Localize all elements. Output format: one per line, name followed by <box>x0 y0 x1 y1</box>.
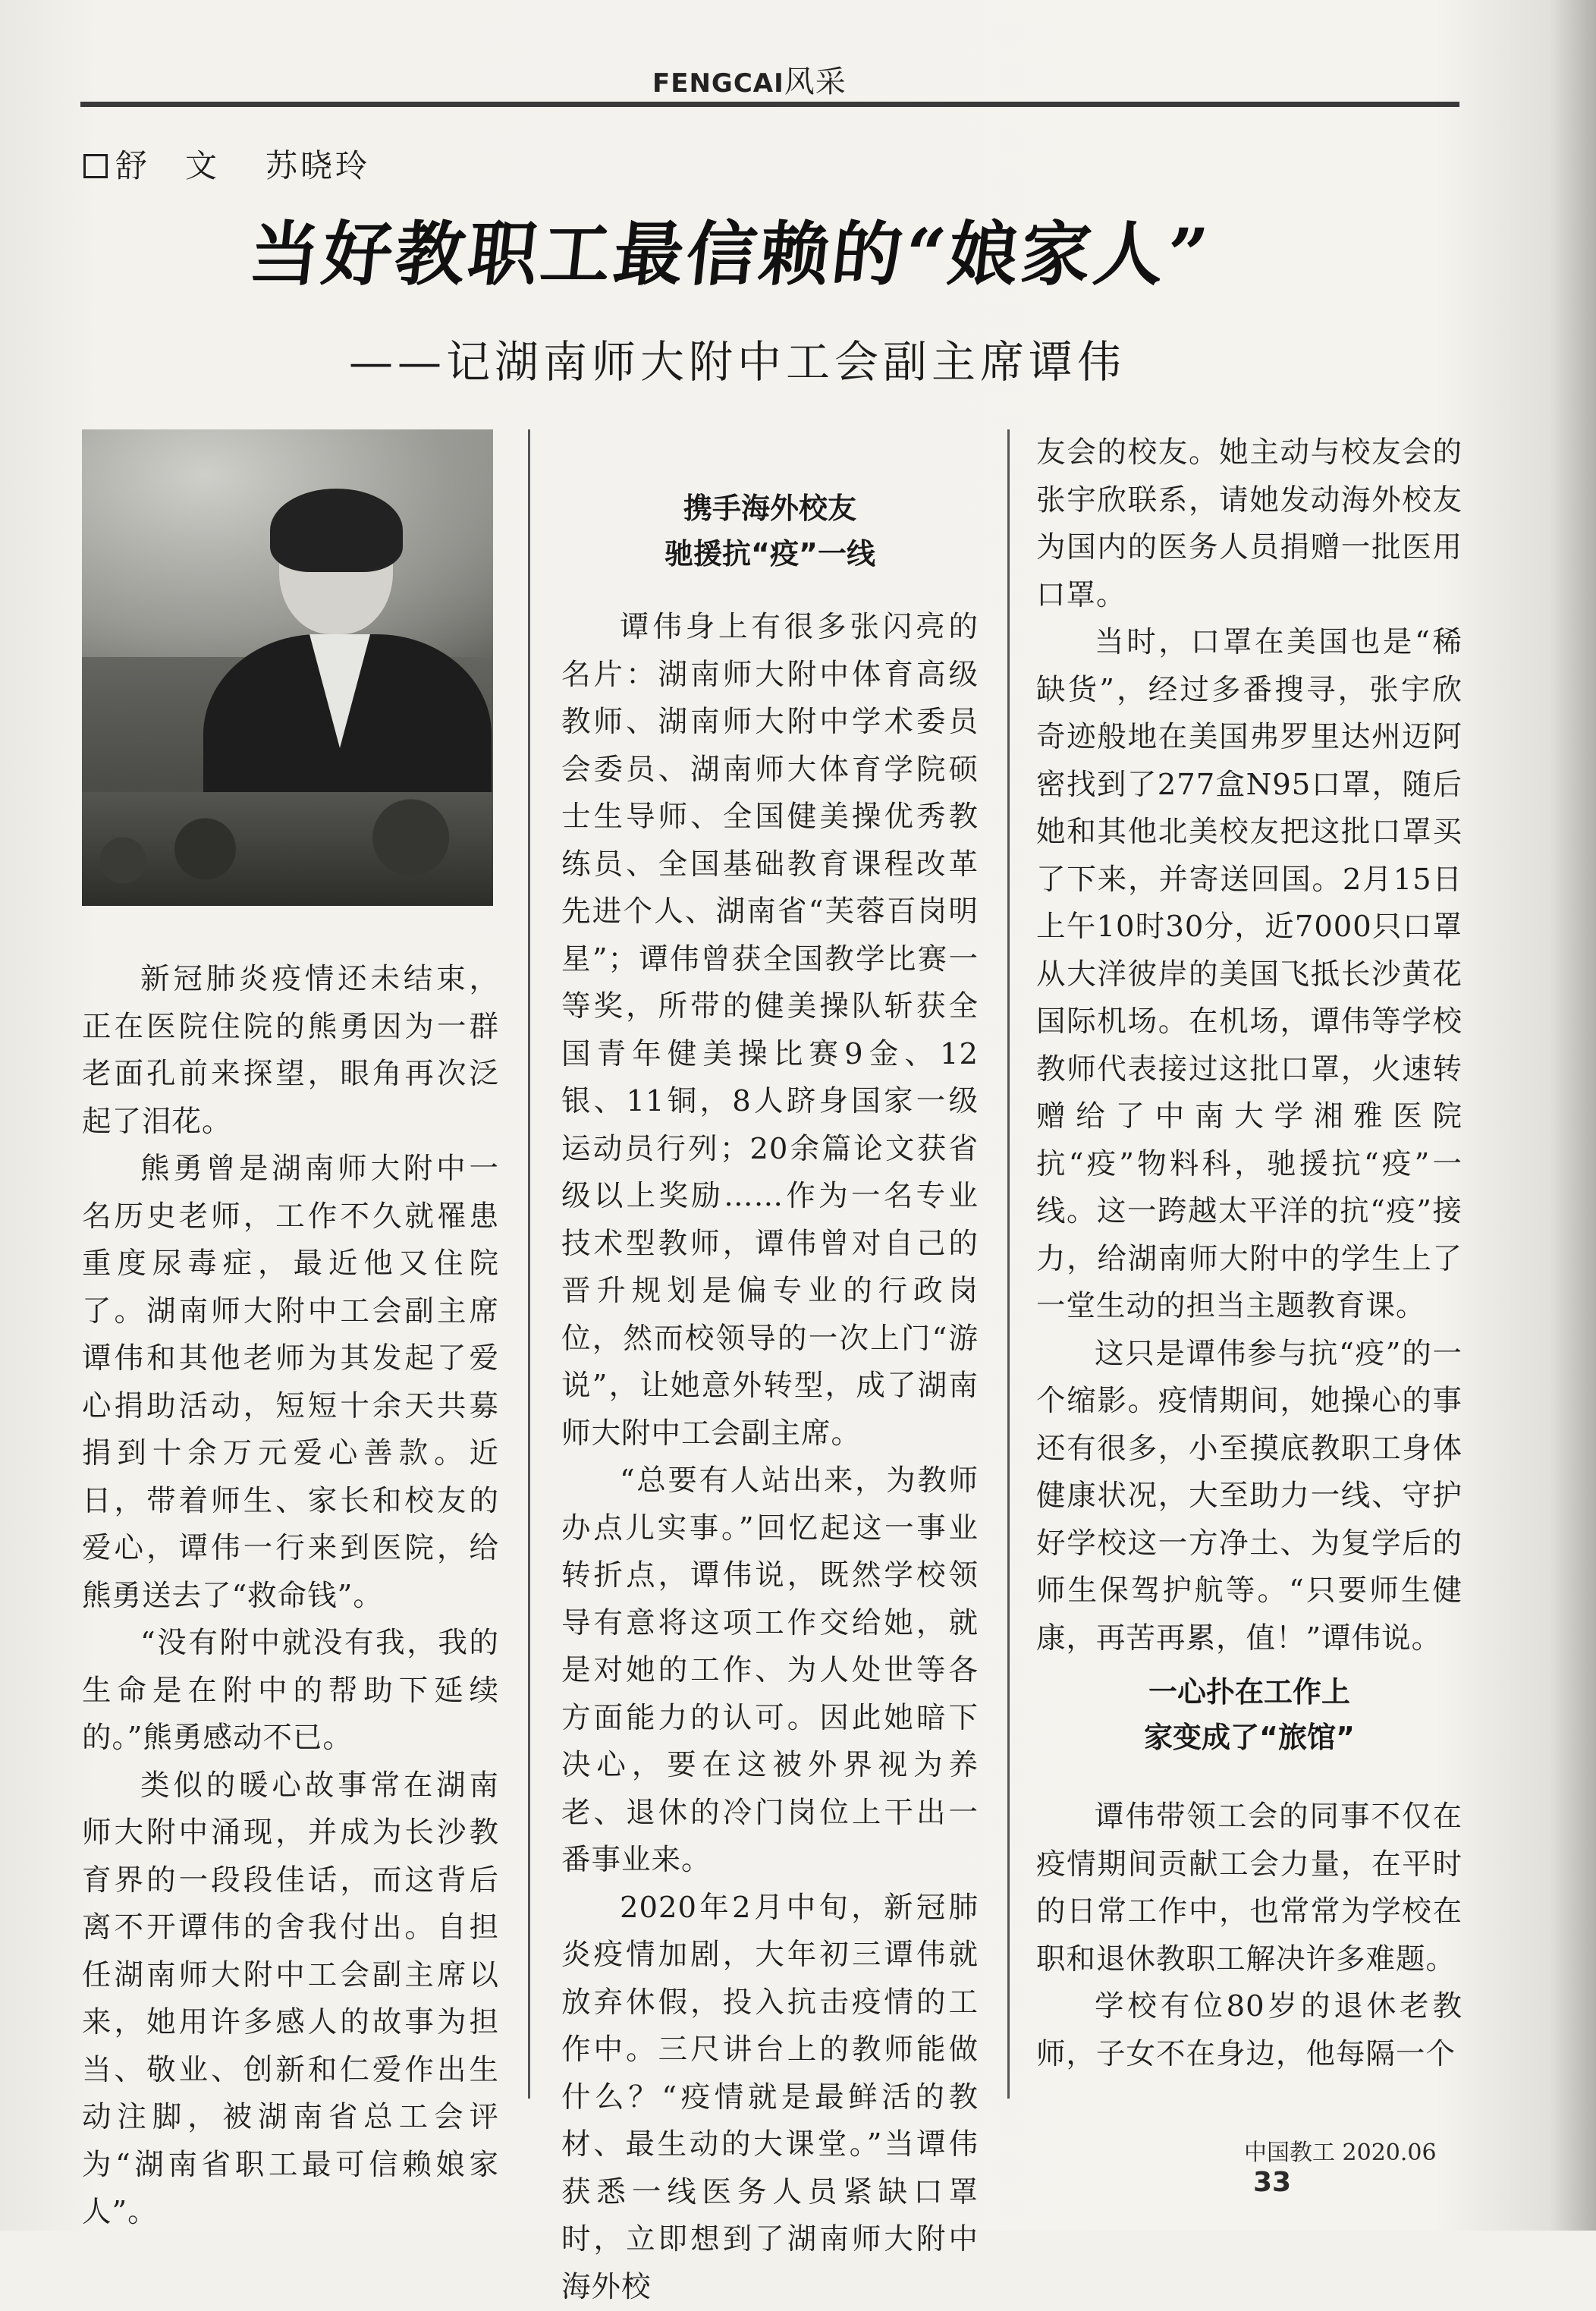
author-line <box>83 141 370 187</box>
page-footer <box>1244 2133 1472 2198</box>
issue-number: 2020.06 <box>1343 2140 1437 2166</box>
section-label-en: FENGCAI <box>652 68 784 99</box>
paragraph: 2020年2月中旬，新冠肺炎疫情加剧，大年初三谭伟就放弃休假，投入抗击疫情的工作中。三尺讲台上的教师能做什么？“疫情就是最鲜活的教材、最生动的大课堂。”当谭伟获悉一线医务人员紧缺口罩时，立即想到了湖南师大附中海外校 <box>561 1885 979 2311</box>
paragraph: 谭伟身上有很多张闪亮的名片：湖南师大附中体育高级教师、湖南师大附中学术委员会委员、湖南师大体育学院硕士生导师、全国健美操优秀教练员、全国基础教育课程改革先进个人、湖南省“芙蓉百岗明星”；谭伟曾获全国教学比赛一等奖，所带的健美操队斩获全国青年健美操比赛9金、12银、11铜，8人跻身国家一级运动员行列；20余篇论文获省级以上奖励……作为一名专业技术型教师，谭伟曾对自己的晋升规划是偏专业的行政岗位，然而校领导的一次上门“游说”，让她意外转型，成了湖南师大附中工会副主席。 <box>561 604 979 1457</box>
column-divider <box>528 429 530 2099</box>
author-box-icon <box>83 154 108 178</box>
subheading-2 <box>1036 1669 1462 1760</box>
section-label-cn: 风采 <box>784 64 847 99</box>
portrait-photo <box>82 429 493 906</box>
paragraph: 谭伟带领工会的同事不仅在疫情期间贡献工会力量，在平时的日常工作中，也常常为学校在职和退休教职工解决许多难题。 <box>1036 1794 1462 1983</box>
paragraph: 友会的校友。她主动与校友会的张宇欣联系，请她发动海外校友为国内的医务人员捐赠一批医用口罩。 <box>1036 429 1462 619</box>
column-1 <box>82 956 499 2237</box>
author-2: 苏晓玲 <box>265 147 370 184</box>
column-2 <box>561 604 979 2311</box>
article-title: 当好教职工最信赖的“娘家人” <box>245 199 1333 299</box>
author-1: 舒 文 <box>115 147 220 184</box>
subheading-line: 一心扑在工作上 <box>1036 1669 1462 1715</box>
subheading-line: 家变成了“旅馆” <box>1036 1715 1462 1760</box>
magazine-name: 中国教工 <box>1244 2140 1335 2166</box>
paragraph: “总要有人站出来，为教师办点儿实事。”回忆起这一事业转折点，谭伟说，既然学校领导有意将这项工作交给她，就是对她的工作、为人处世等各方面能力的认可。因此她暗下决心，要在这被外界视为养老、退休的冷门岗位上干出一番事业来。 <box>561 1457 979 1885</box>
subheading-line: 驰援抗“疫”一线 <box>561 531 979 577</box>
column-3 <box>1036 429 1462 1662</box>
paragraph: 新冠肺炎疫情还未结束，正在医院住院的熊勇因为一群老面孔前来探望，眼角再次泛起了泪花。 <box>82 956 499 1146</box>
page-edge-shadow <box>1550 0 1596 2231</box>
paragraph: 类似的暖心故事常在湖南师大附中涌现，并成为长沙教育界的一段段佳话，而这背后离不开谭伟的舍我付出。自担任湖南师大附中工会副主席以来，她用许多感人的故事为担当、敬业、创新和仁爱作出生动注脚，被湖南省总工会评为“湖南省职工最可信赖娘家人”。 <box>82 1762 499 2237</box>
page-number: 33 <box>1253 2167 1291 2198</box>
article-subtitle: ——记湖南师大附中工会副主席谭伟 <box>349 326 1335 390</box>
section-label <box>652 58 880 101</box>
paragraph: 学校有位80岁的退休老教师，子女不在身边，他每隔一个 <box>1036 1983 1462 2078</box>
paragraph: 熊勇曾是湖南师大附中一名历史老师，工作不久就罹患重度尿毒症，最近他又住院了。湖南师大附中工会副主席谭伟和其他老师为其发起了爱心捐助活动，短短十余天共募捐到十余万元爱心善款。近日，带着师生、家长和校友的爱心，谭伟一行来到医院，给熊勇送去了“救命钱”。 <box>82 1146 499 1620</box>
paragraph: “没有附中就没有我，我的生命是在附中的帮助下延续的。”熊勇感动不已。 <box>82 1620 499 1762</box>
column-divider <box>1007 429 1010 2099</box>
subheading-1 <box>561 486 979 577</box>
column-3-continued <box>1036 1794 1462 2078</box>
subheading-line: 携手海外校友 <box>561 486 979 531</box>
header-rule <box>80 102 1459 107</box>
paragraph: 当时，口罩在美国也是“稀缺货”，经过多番搜寻，张宇欣奇迹般地在美国弗罗里达州迈阿密找到了277盒N95口罩，随后她和其他北美校友把这批口罩买了下来，并寄送回国。2月15日上午10时30分，近7000只口罩从大洋彼岸的美国飞抵长沙黄花国际机场。在机场，谭伟等学校教师代表接过这批口罩，火速转赠给了中南大学湘雅医院抗“疫”物料科，驰援抗“疫”一线。这一跨越太平洋的抗“疫”接力，给湖南师大附中的学生上了一堂生动的担当主题教育课。 <box>1036 619 1462 1331</box>
paragraph: 这只是谭伟参与抗“疫”的一个缩影。疫情期间，她操心的事还有很多，小至摸底教职工身体健康状况，大至助力一线、守护好学校这一方净土、为复学后的师生保驾护航等。“只要师生健康，再苦再累，值！”谭伟说。 <box>1036 1331 1462 1663</box>
